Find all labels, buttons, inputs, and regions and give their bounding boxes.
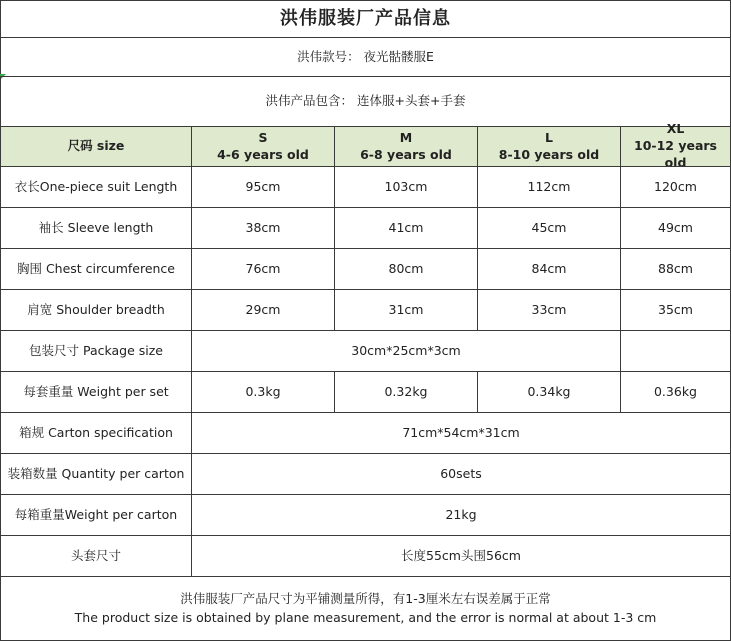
row-label-headgear: 头套尺寸	[0, 535, 192, 577]
row-label-shoulder: 肩宽 Shoulder breadth	[0, 289, 192, 331]
table-cell: 45cm	[477, 207, 621, 249]
row-label-chest: 胸围 Chest circumference	[0, 248, 192, 290]
table-cell: 38cm	[191, 207, 335, 249]
carton-spec-value: 71cm*54cm*31cm	[191, 412, 731, 454]
table-cell: 29cm	[191, 289, 335, 331]
table-cell: 103cm	[334, 166, 478, 208]
size-age: 4-6 years old	[217, 146, 309, 162]
table-cell: 112cm	[477, 166, 621, 208]
carton-weight-value: 21kg	[191, 494, 731, 536]
size-age: 10-12 years old	[634, 138, 717, 170]
row-label-carton-weight: 每箱重量Weight per carton	[0, 494, 192, 536]
table-cell: 33cm	[477, 289, 621, 331]
table-cell: 0.3kg	[191, 371, 335, 413]
size-header-text: 尺码 size	[67, 138, 125, 154]
size-header-label	[0, 126, 192, 167]
size-age: 6-8 years old	[360, 146, 452, 162]
carton-qty-value: 60sets	[191, 453, 731, 495]
row-label-length: 衣长One-piece suit Length	[0, 166, 192, 208]
note-chinese: 洪伟服装厂产品尺寸为平铺测量所得，有1-3厘米左右误差属于正常	[180, 590, 551, 606]
includes-line: 洪伟产品包含： 连体服+头套+手套	[0, 76, 731, 127]
package-size-value: 30cm*25cm*3cm	[191, 330, 621, 372]
size-header-xl	[620, 121, 731, 170]
row-label-carton-qty: 装箱数量 Quantity per carton	[0, 453, 192, 495]
table-cell: 76cm	[191, 248, 335, 290]
table-cell-empty	[620, 330, 731, 372]
size-code: L	[545, 129, 553, 145]
size-code: S	[258, 129, 268, 145]
table-cell: 95cm	[191, 166, 335, 208]
note-english: The product size is obtained by plane measurement, and the error is normal at about 1-3 cm	[74, 609, 657, 625]
style-number-line: 洪伟款号： 夜光骷髅服E	[0, 37, 731, 77]
table-cell: 120cm	[620, 166, 731, 208]
size-header-m	[334, 126, 478, 167]
table-cell: 0.32kg	[334, 371, 478, 413]
row-label-sleeve: 袖长 Sleeve length	[0, 207, 192, 249]
sheet-title: 洪伟服装厂产品信息	[0, 0, 731, 38]
size-header-s	[191, 126, 335, 167]
size-code: M	[399, 129, 413, 145]
table-cell: 0.34kg	[477, 371, 621, 413]
size-code: XL	[666, 121, 685, 137]
table-cell: 35cm	[620, 289, 731, 331]
measurement-note	[0, 576, 731, 641]
row-label-package: 包装尺寸 Package size	[0, 330, 192, 372]
table-cell: 88cm	[620, 248, 731, 290]
table-cell: 49cm	[620, 207, 731, 249]
table-cell: 80cm	[334, 248, 478, 290]
row-label-weight: 每套重量 Weight per set	[0, 371, 192, 413]
size-header-l	[477, 126, 621, 167]
table-cell: 0.36kg	[620, 371, 731, 413]
row-label-carton-spec: 箱规 Carton specification	[0, 412, 192, 454]
table-cell: 84cm	[477, 248, 621, 290]
table-cell: 41cm	[334, 207, 478, 249]
size-age: 8-10 years old	[498, 146, 600, 162]
table-cell: 31cm	[334, 289, 478, 331]
headgear-value: 长度55cm头围56cm	[191, 535, 731, 577]
